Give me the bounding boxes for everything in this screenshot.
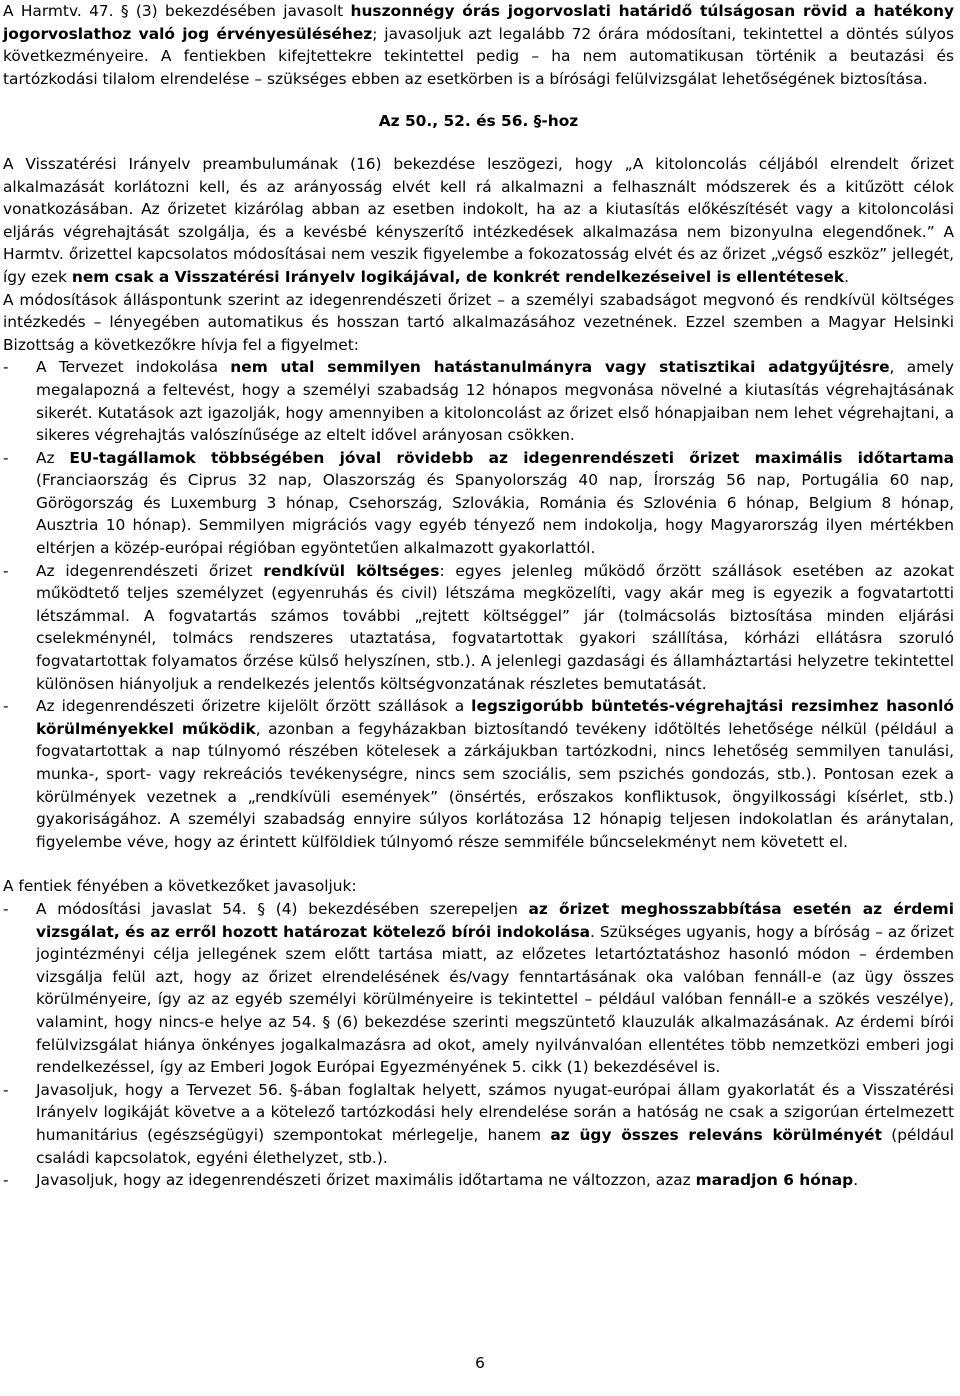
list-item: - A módosítási javaslat 54. § (4) bekezdésében szerepeljen az őrizet meghosszabbítása esetén az érdemi vizsgálat, és az erről hozott határozat kötelező bírói indokolása. Szükséges ugyanis, hogy a bíróság – az őrizet jogintézményi célja jellegének szem előtt tartása miatt, az előzetes letartóztatáshoz hasonló módon – érdemben vizsgálja felül azt, hogy az őrizet elrendelésének és/vagy fenntartásának oka valóban fennáll-e (az ügy összes körülményeire, így az az egyéb személyi körülményeire is tekintettel – például valóban fennáll-e a szökés veszélye), valamint, hogy nincs-e helye az 54. § (6) bekezdése szerinti megszüntető klauzulák alkalmazásának. Az érdemi bírói felülvizsgálat hiánya önkényes jogalkalmazásra ad okot, amely nyilvánvalóan ellentétes több nemzetközi emberi jogi rendelkezéssel, így az Emberi Jogok Európai Egyezményének 5. cikk (1) bekezdésével is.	[3, 899, 954, 1077]
paragraph-directive: A Visszatérési Irányelv preambulumának (16) bekezdése leszögezi, hogy „A kitoloncolás céljából elrendelt őrizet alkalmazását korlátozni kell, és az arányosság elvét kell rá alkalmazni a felhasznált módszerek és a kitűzött célok vonatkozásában. Az őrizetet kizárólag abban az esetben indokolt, ha az a kiutasítás előkészítését vagy a kitoloncolási eljárás végrehajtását szolgálja, és a kevésbé kényszerítő intézkedések alkalmazása nem bizonyulna elegendőnek.” A Harmtv. őrizettel kapcsolatos módosításai nem veszik figyelembe a fokozatosság elvét és az őrizet „végső eszköz” jellegét, így ezek nem csak a Visszatérési Irányelv logikájával, de konkrét rendelkezéseivel is ellentétesek.	[3, 154, 954, 286]
emphasis: huszonnégy órás jogorvoslati határidő túlságosan rövid a hatékony jogorvoslathoz való jog érvényesüléséhez	[3, 2, 955, 43]
concerns-list	[3, 356, 954, 853]
paragraph-47-3: A Harmtv. 47. § (3) bekezdésében javasolt huszonnégy órás jogorvoslati határidő túlságosan rövid a hatékony jogorvoslathoz való jog érvényesüléséhez; javasoljuk azt legalább 72 órára módosítani, tekintettel a döntés súlyos következményeire. A fentiekben kifejtettekre tekintettel pedig – ha nem automatikusan történik a beutazási és tartózkodási tilalom elrendelése – szükséges ebben az esetkörben is a bírósági felülvizsgálat lehetőségének biztosítása.	[3, 2, 955, 88]
list-item: - Javasoljuk, hogy a Tervezet 56. §-ában foglaltak helyett, számos nyugat-európai állam gyakorlatát és a Visszatérési Irányelv logikáját követve a a kötelező tartózkodási hely elrendelése során a hatóság ne csak a szigorúan értelmezett humanitárius (egészségügyi) szempontokat mérlegelje, hanem az ügy összes releváns körülményét (például családi kapcsolatok, egyéni élethelyzet, stb.).	[3, 1080, 954, 1167]
paragraph-intro: A módosítások álláspontunk szerint az idegenrendészeti őrizet – a személyi szabadságot megvonó és rendkívül költséges intézkedés – lényegében automatikus és hosszan tartó alkalmazásához vezetnének. Ezzel szemben a Magyar Helsinki Bizottság a következőkre hívja fel a figyelmet:	[3, 290, 954, 354]
list-item: - Az idegenrendészeti őrizetre kijelölt őrzött szállások a legszigorúbb büntetés-végrehajtási rezsimhez hasonló körülményekkel működik, azonban a fegyházakban biztosítandó tevékeny időtöltés lehetősége nélkül (például a fogvatartottak a nap túlnyomó részében kötelesek a zárkájukban tartózkodni, nincs lehetőség semmilyen tanulási, munka-, sport- vagy rekreációs tevékenységre, nincs sem szociális, sem pszichés gondozás, stb.). Pontosan ezek a körülmények vezetnek a „rendkívüli események” (önsértés, erőszakos konfliktusok, öngyilkossági kísérlet, stb.) gyakoriságához. A személyi szabadság ennyire súlyos korlátozása 12 hónapig teljesen indokolatlan és aránytalan, figyelembe véve, hogy az érintett külföldiek túlnyomó része semmiféle bűncselekményt nem követett el.	[3, 697, 954, 851]
page-number: 6	[475, 1354, 485, 1372]
list-item: - A Tervezet indokolása nem utal semmilyen hatástanulmányra vagy statisztikai adatgyűjtésre, amely megalapozná a feltevést, hogy a személyi szabadság 12 hónapos megvonása növelné a kiutasítás végrehajtásának sikerét. Kutatások azt igazolják, hogy amennyiben a kitoloncolást az őrizet első hónapjaiban nem lehet végrehajtani, a sikeres végrehajtás valószínűsége az eltelt idővel arányosan csökken.	[3, 358, 954, 445]
paragraph-proposals-intro: A fentiek fényében a következőket javasoljuk:	[3, 877, 357, 896]
list-item: - Az idegenrendészeti őrizet rendkívül költséges: egyes jelenleg működő őrzött szállások esetében az azokat működtető teljes személyzet (egyenruhás és civil) létszáma megközelíti, vagy akár meg is egyezik a fogvatartotti létszámmal. A fogvatartás számos további „rejtett költséggel” jár (tolmácsolás biztosítása minden eljárási cselekménynél, tolmács rendszeres utaztatása, fogvatartottak gyakori szállítása, kórházi ellátásra szoruló fogvatartottak folyamatos őrzése külső helyszínen, stb.). A jelenlegi gazdasági és államháztartási helyzetre tekintettel különösen hiányoljuk a rendelkezés jelentős költségvonzatának részletes bemutatását.	[3, 561, 954, 693]
section-heading: Az 50., 52. és 56. §-hoz	[378, 112, 579, 131]
proposals-list	[3, 898, 954, 1192]
list-item: - Javasoljuk, hogy az idegenrendészeti őrizet maximális időtartama ne változzon, azaz maradjon 6 hónap.	[3, 1171, 859, 1190]
emphasis: nem csak a Visszatérési Irányelv logikájával, de konkrét rendelkezéseivel is ellentétesek	[71, 267, 845, 286]
list-item: - Az EU-tagállamok többségében jóval rövidebb az idegenrendészeti őrizet maximális időtartama (Franciaország és Ciprus 32 nap, Olaszország és Spanyolország 40 nap, Írország 56 nap, Portugália 60 nap, Görögország és Luxemburg 3 hónap, Csehország, Szlovákia, Románia és Szlovénia 6 hónap, Belgium 8 hónap, Ausztria 10 hónap). Semmilyen migrációs vagy egyéb tényező nem indokolja, hogy Magyarország ilyen mértékben eltérjen a közép-európai régióban egyöntetűen alkalmazott gyakorlattól.	[3, 448, 955, 558]
